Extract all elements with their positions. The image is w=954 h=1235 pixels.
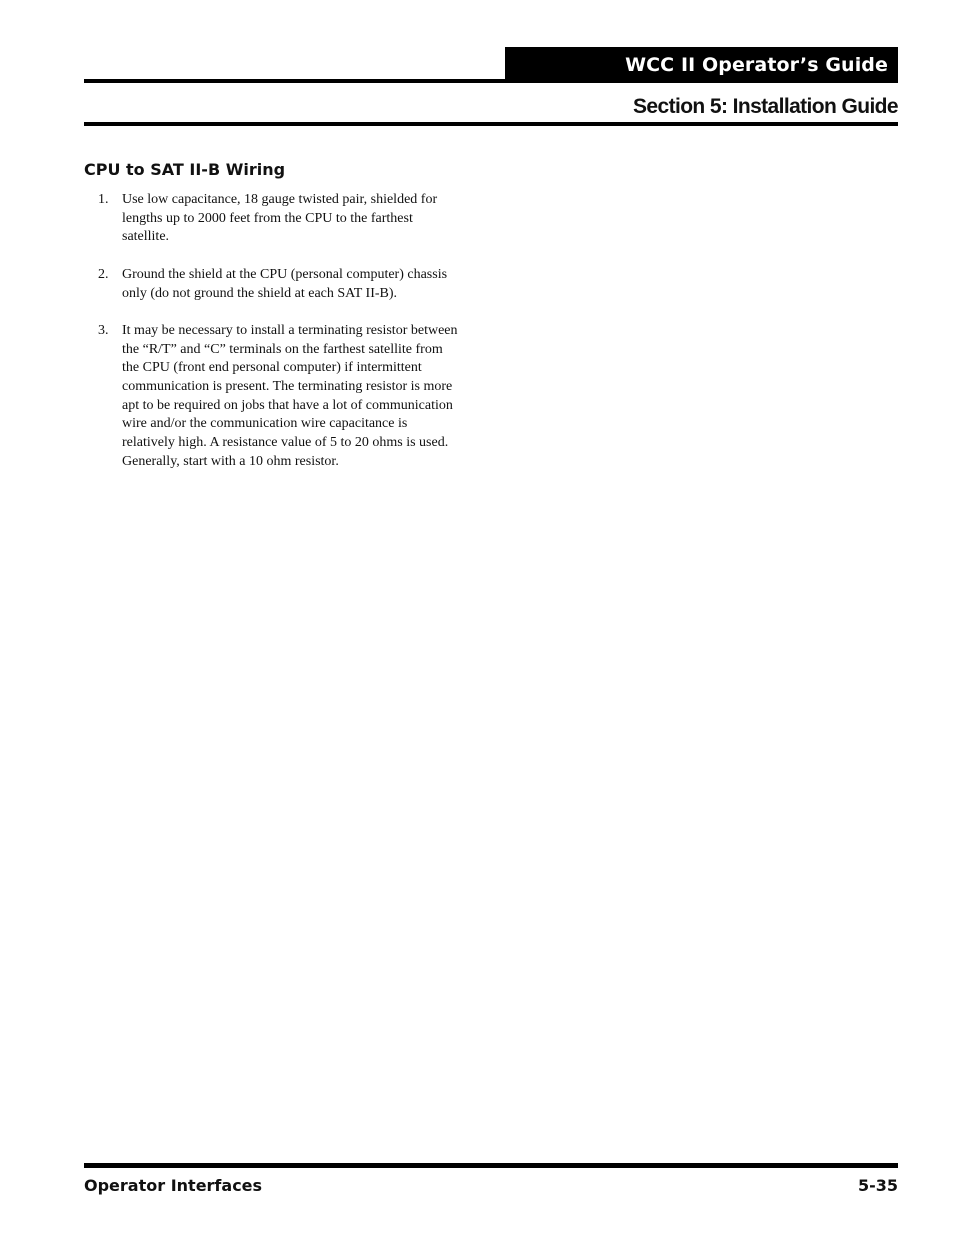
content-heading: CPU to SAT II-B Wiring <box>84 160 286 179</box>
section-title: Section 5: Installation Guide <box>633 95 898 118</box>
list-item <box>84 266 462 303</box>
section-rule <box>84 122 898 126</box>
list-item <box>84 322 462 472</box>
step-number: 1. <box>98 192 109 207</box>
step-text: It may be necessary to install a terminating resistor between the “R/T” and “C” terminals on the farthest satellite from the CPU (front end personal computer) if intermittent communication is present. The terminating resistor is more apt to be required on jobs that have a lot of communication wire and/or the communication wire capacitance is relatively high. A resistance value of 5 to 20 ohms is used. Generally, start with a 10 ohm resistor. <box>122 322 458 469</box>
footer-chapter-title: Operator Interfaces <box>84 1176 263 1195</box>
steps-list <box>84 191 484 490</box>
footer-rule <box>84 1163 898 1168</box>
step-number: 2. <box>98 266 109 282</box>
guide-title: WCC II Operator’s Guide <box>625 53 888 76</box>
step-text: Ground the shield at the CPU (personal computer) chassis only (do not ground the shield at each SAT II-B). <box>122 266 448 301</box>
list-item <box>84 191 462 247</box>
header-rule <box>84 79 898 83</box>
page-number: 5-35 <box>857 1176 898 1195</box>
step-text: Use low capacitance, 18 gauge twisted pair, shielded for lengths up to 2000 feet from the CPU to the farthest satellite. <box>122 192 438 245</box>
guide-title-bar <box>505 47 898 82</box>
step-number: 3. <box>98 322 109 338</box>
